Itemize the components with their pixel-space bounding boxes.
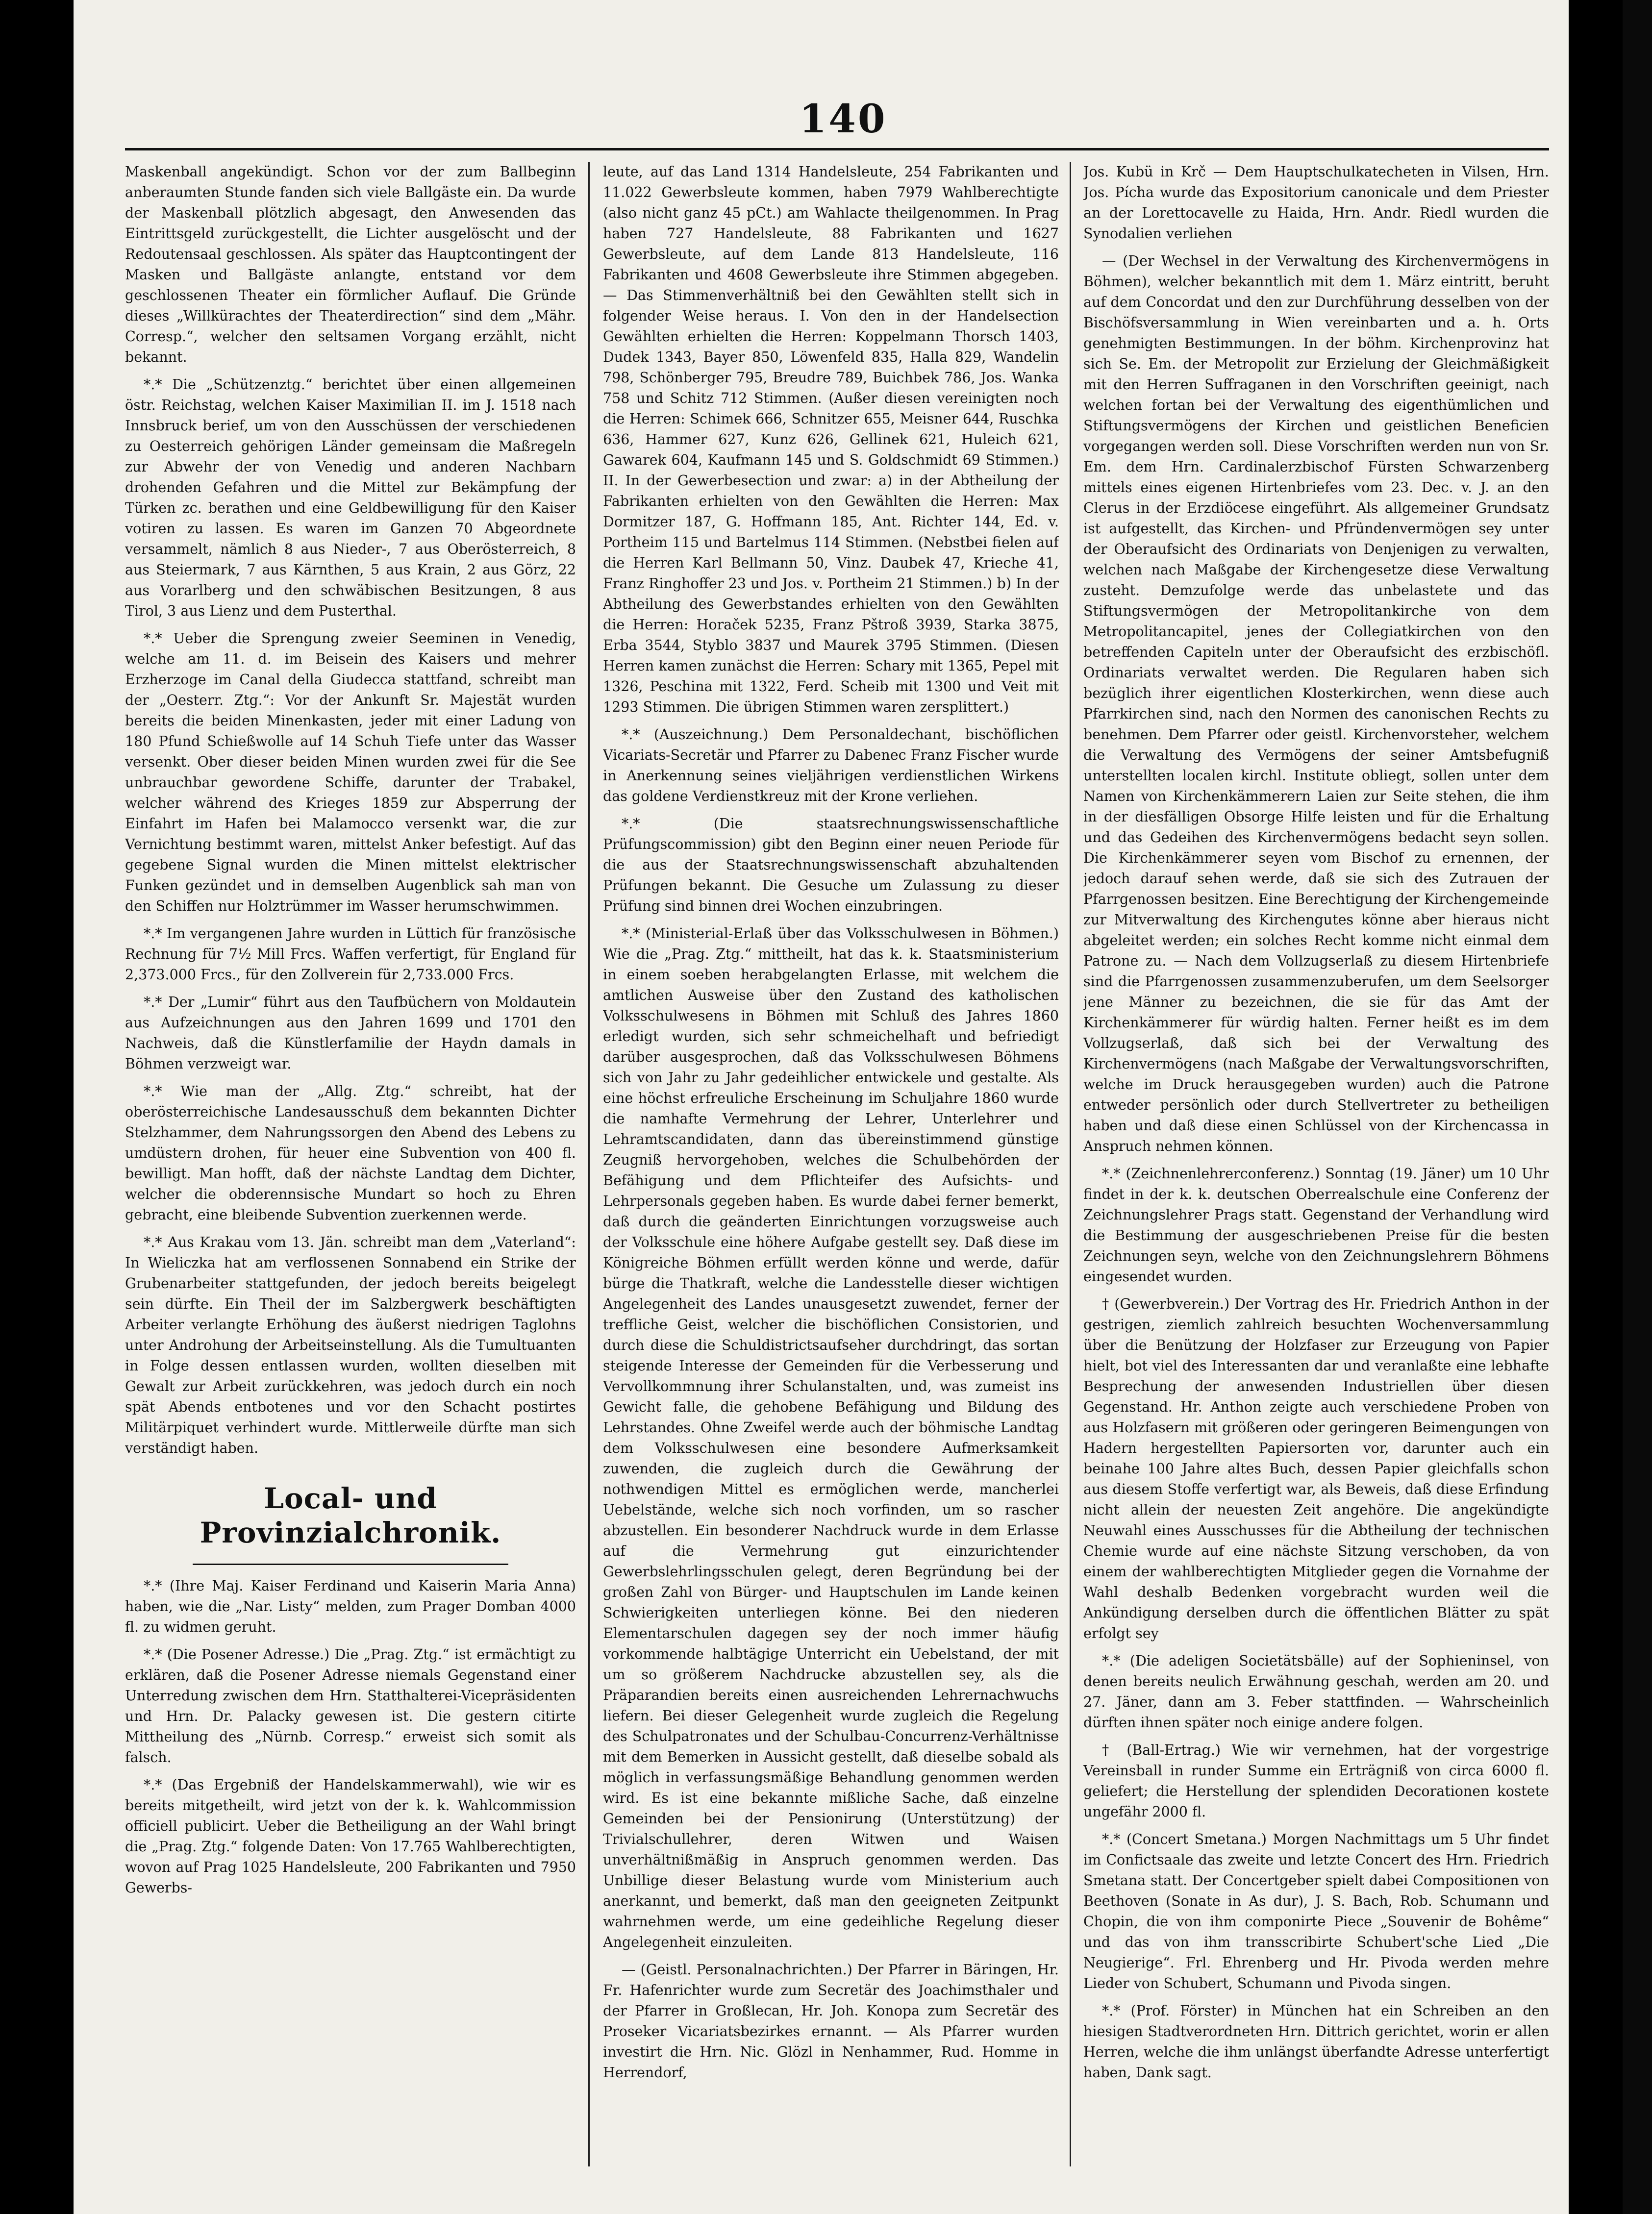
article: *.* (Ihre Maj. Kaiser Ferdinand und Kaiserin Maria Anna) haben, wie die „Nar. Listy“ melden, zum Prager Domban 4000 fl. zu widmen geruht. xyxy=(125,1578,576,1635)
page-number: 140 xyxy=(799,96,887,142)
article: *.* (Ministerial-Erlaß über das Volksschulwesen in Böhmen.) Wie die „Prag. Ztg.“ mittheilt, hat das k. k. Staatsministerium in einem soeben herabgelangten Erlasse, mit welchem die amtlichen Ausweise über den Zustand des katholischen Volksschulwesens in Böhmen mit Schluß des Jahres 1860 erledigt wurden, sich sehr schmeichelhaft und befriedigt darüber ausgesprochen, daß das Volksschulwesen Böhmens sich von Jahr zu Jahr gedeihlicher entwickele und gestalte. Als eine höchst erfreuliche Erscheinung im Schuljahre 1860 wurde die namhafte Vermehrung der Lehrer, Unterlehrer und Lehramtscandidaten, dann das übereinstimmend günstige Zeugniß hervorgehoben, welches die Schulbehörden der Befähigung und dem Pflichteifer des Aufsichts- und Lehrpersonals gegeben haben. Es wurde dabei ferner bemerkt, daß durch die geänderten Einrichtungen vorzugsweise auch der Volksschule eine höhere Aufgabe gestellt sey. Daß diese im Königreiche Böhmen erfüllt werden könne und werde, dafür bürge die Thatkraft, welche die Landesstelle dieser wichtigen Angelegenheit des Landes unausgesetzt zuwendet, ferner der treffliche Geist, welcher die bischöflichen Consistorien, und durch diese die Schuldistrictsaufseher durchdringt, das sortan steigende Interesse der Gemeinden für die Verbesserung und Vervollkommnung ihrer Schulanstalten, und, was zumeist ins Gewicht falle, die gehobene Befähigung und Bildung des Lehrstandes. Ohne Zweifel werde auch der böhmische Landtag dem Volksschulwesen eine besondere Aufmerksamkeit zuwenden, die zugleich durch die Gewährung der nothwendigen Mittel es ermöglichen werde, mancherlei Uebelstände, welche sich noch vorfinden, um so rascher abzustellen. Ein besonderer Nachdruck wurde in dem Erlasse auf die Vermehrung gut einzurichtender Gewerbslehrlingsschulen gelegt, deren Begründung bei der großen Zahl von Bürger- und Hauptschulen im Lande keinen Schwierigkeiten unterliegen könne. Bei den niederen Elementarschulen dagegen sey der noch immer häufig vorkommende halbtägige Unterricht ein Uebelstand, der mit um so größerem Nachdrucke abzustellen sey, als die Präparandien bereits einen ausreichenden Lehrernachwuchs liefern. Bei dieser Gelegenheit wurde zugleich die Regelung des Schulpatronates und der Schulbau-Concurrenz-Verhältnisse mit dem Bemerken in Aussicht gestellt, daß dieselbe sobald als möglich in verfassungsmäßige Behandlung genommen werden wird. Es ist eine bekannte mißliche Sache, daß einzelne Gemeinden bei der Pensionirung (Unterstützung) der Trivialschullehrer, deren Witwen und Waisen unverhältnißmäßig in Anspruch genommen werden. Das Unbillige dieser Belastung wurde vom Ministerium auch anerkannt, und bemerkt, daß man den geeigneten Zeitpunkt wahrnehmen werde, um eine gedeihliche Regelung dieser Angelegenheit einzuleiten. xyxy=(603,925,1059,1950)
article: *.* Im vergangenen Jahre wurden in Lüttich für französische Rechnung für 7½ Mill Frcs. Waffen verfertigt, für England für 2,373.000 Frcs., für den Zollverein für 2,733.000 Frcs. xyxy=(125,925,576,983)
article: *.* (Zeichnenlehrerconferenz.) Sonntag (19. Jäner) um 10 Uhr findet in der k. k. deutschen Oberrealschule eine Conferenz der Zeichnungslehrer Prags statt. Gegenstand der Verhandlung wird die Bestimmung der ausgeschriebenen Preise für die besten Zeichnungen seyn, welche von den Zeichnungslehrern Böhmens eingesendet wurden. xyxy=(1083,1166,1549,1285)
column-divider xyxy=(588,162,590,2166)
column-divider xyxy=(1070,162,1071,2166)
section-rule xyxy=(193,1564,508,1565)
column-1 xyxy=(125,162,576,2171)
article: *.* (Auszeichnung.) Dem Personaldechant, bischöflichen Vicariats-Secretär und Pfarrer zu Dabenec Franz Fischer wurde in Anerkennung seines vieljährigen verdienstlichen Wirkens das goldene Verdienstkreuz mit der Krone verliehen. xyxy=(603,726,1059,804)
article: Jos. Kubü in Krč — Dem Hauptschulkatecheten in Vilsen, Hrn. Jos. Pícha wurde das Expositorium canonicale und dem Priester an der Lorettocavelle zu Haida, Hrn. Andr. Riedl wurden die Synodalien verliehen xyxy=(1083,164,1549,242)
scan-edge xyxy=(1623,0,1652,2214)
article: *.* Der „Lumir“ führt aus den Taufbüchern von Moldautein aus Aufzeichnungen aus den Jahren 1699 und 1701 den Nachweis, daß die Künstlerfamilie der Haydn damals in Böhmen verzweigt war. xyxy=(125,994,576,1072)
header-rule xyxy=(125,148,1549,150)
article: *.* (Die Posener Adresse.) Die „Prag. Ztg.“ ist ermächtigt zu erklären, daß die Posener Adresse niemals Gegenstand einer Unterredung zwischen dem Hrn. Statthalterei-Vicepräsidenten und Hrn. Dr. Palacky gewesen ist. Die gestern citirte Mittheilung des „Nürnb. Corresp.“ erweist sich somit als falsch. xyxy=(125,1646,576,1766)
article: Maskenball angekündigt. Schon vor der zum Ballbeginn anberaumten Stunde fanden sich viele Ballgäste ein. Da wurde der Maskenball plötzlich abgesagt, den Anwesenden das Eintrittsgeld zurückgestellt, die Lichter ausgelöscht und der Redoutensaal geschlossen. Als später das Hauptcontingent der Masken und Ballgäste anlangte, entstand vor dem geschlossenen Theater ein förmlicher Auflauf. Die Gründe dieses „Willkürachtes der Theaterdirection“ sind dem „Mähr. Corresp.“, welcher den seltsamen Vorgang erzählt, nicht bekannt. xyxy=(125,164,576,365)
article: — (Geistl. Personalnachrichten.) Der Pfarrer in Bäringen, Hr. Fr. Hafenrichter wurde zum Secretär des Joachimsthaler und der Pfarrer in Großlecan, Hr. Joh. Konopa zum Secretär des Proseker Vicariatsbezirkes ernannt. — Als Pfarrer wurden investirt die Hrn. Nic. Glözl in Nenhammer, Rud. Homme in Herrendorf, xyxy=(603,1962,1059,2081)
article: *.* Die „Schützenztg.“ berichtet über einen allgemeinen östr. Reichstag, welchen Kaiser Maximilian II. im J. 1518 nach Innsbruck berief, um von den Ausschüssen der verschiedenen zu Oesterreich gehörigen Länder gemeinsam die Maßregeln zur Abwehr der von Venedig und anderen Nachbarn drohenden Gefahren und die Mittel zur Bekämpfung der Türken zc. berathen und eine Geldbewilligung für den Kaiser votiren zu lassen. Es waren im Ganzen 70 Abgeordnete versammelt, nämlich 8 aus Nieder-, 7 aus Oberösterreich, 8 aus Steiermark, 7 aus Kärnthen, 5 aus Krain, 2 aus Görz, 22 aus Vorarlberg und den schwäbischen Besitzungen, 8 aus Tirol, 3 aus Lienz und dem Pusterthal. xyxy=(125,376,576,619)
article: *.* (Die adeligen Societätsbälle) auf der Sophieninsel, von denen bereits neulich Erwähnung geschah, werden am 20. und 27. Jäner, dann am 3. Feber stattfinden. — Wahrscheinlich dürften ihnen später noch einige andere folgen. xyxy=(1083,1653,1549,1731)
article: *.* (Concert Smetana.) Morgen Nachmittags um 5 Uhr findet im Confictsaale das zweite und letzte Concert des Hrn. Friedrich Smetana statt. Der Concertgeber spielt dabei Compositionen von Beethoven (Sonate in As dur), J. S. Bach, Rob. Schumann und Chopin, die von ihm componirte Piece „Souvenir de Bohême“ und das von ihm transscribirte Schubert'sche Lied „Die Neugierige“. Frl. Ehrenberg und Hr. Pivoda werden mehre Lieder von Schubert, Schumann und Pivoda singen. xyxy=(1083,1831,1549,1991)
column-2 xyxy=(603,162,1059,2171)
article: *.* Wie man der „Allg. Ztg.“ schreibt, hat der oberösterreichische Landesausschuß dem bekannten Dichter Stelzhammer, dem Nahrungssorgen den Abend des Lebens zu umdüstern drohen, für heuer eine Subvention von 400 fl. bewilligt. Man hofft, daß der nächste Landtag dem Dichter, welcher die obderennsische Mundart so hoch zu Ehren gebracht, eine bleibende Subvention zuerkennen werde. xyxy=(125,1083,576,1223)
article: — (Der Wechsel in der Verwaltung des Kirchenvermögens in Böhmen), welcher bekanntlich mit dem 1. März eintritt, beruht auf dem Concordat und den zur Durchführung desselben von der Bischöfsversammlung in Wien vereinbarten und a. h. Orts genehmigten Bestimmungen. In der böhm. Kirchenprovinz hat sich Se. Em. der Metropolit zur Erzielung der Gleichmäßigkeit mit den Herren Suffraganen in den Vorschriften geeinigt, nach welchen fortan bei der Verwaltung des eigenthümlichen und Stiftungsvermögens der Kirchen und geistlichen Beneficien vorgegangen werden soll. Diese Vorschriften werden nun von Sr. Em. dem Hrn. Cardinalerzbischof Fürsten Schwarzenberg mittels eines eigenen Hirtenbriefes vom 23. Dec. v. J. an den Clerus in der Erzdiöcese eingeführt. Als allgemeiner Grundsatz ist aufgestellt, das Kirchen- und Pfründenvermögen sey unter der Oberaufsicht des Ordinariats von Denjenigen zu verwalten, welchen nach Maßgabe der Kirchengesetze diese Verwaltung zusteht. Demzufolge werde das unbelastete und das Stiftungsvermögen der Metropolitankirche von dem Metropolitancapitel, jenes der Collegiatkirchen von den betreffenden Capiteln unter der Oberaufsicht des erzbischöfl. Ordinariats verwaltet werden. Die Regularen haben sich bezüglich ihrer eigentlichen Klosterkirchen, wenn diese auch Pfarrkirchen sind, nach den Normen des canonischen Rechts zu benehmen. Dem Pfarrer oder geistl. Kirchenvorsteher, welchem die Verwaltung des Vermögens der seiner Amtsbefugniß unterstellten localen kirchl. Institute obliegt, sollen unter dem Namen von Kirchenkämmerern Laien zur Seite stehen, die ihm in der diesfälligen Obsorge Hilfe leisten und für die Erhaltung und das Gedeihen des Kirchenvermögens bedacht seyn sollen. Die Kirchenkämmerer seyen vom Bischof zu ernennen, der jedoch darauf sehen werde, daß sie sich des Zutrauen der Pfarrgenossen besitzen. Eine Berechtigung der Kirchengemeinde zur Mitverwaltung des Kirchengutes könne aber hieraus nicht abgeleitet werden; ein solches Recht komme nicht einmal dem Patrone zu. — Nach dem Vollzugserlaß zu diesem Hirtenbriefe sind die Pfarrgenossen zusammenzuberufen, um dem Seelsorger jene Männer zu bezeichnen, die sie für das Amt der Kirchenkämmerer für würdig halten. Ferner heißt es im dem Vollzugserlaß, daß sich bei der Verwaltung des Kirchenvermögens (nach Maßgabe der Verwaltungsvorschriften, welche im Druck herausgegeben wurden) auch die Patrone entweder persönlich oder durch Stellvertreter zu betheiligen haben und daß diese einen Schlüssel von der Kirchencassa in Anspruch nehmen können. xyxy=(1083,253,1549,1154)
article: *.* (Das Ergebniß der Handelskammerwahl), wie wir es bereits mitgetheilt, wird jetzt von der k. k. Wahlcommission officiell publicirt. Ueber die Betheiligung an der Wahl bringt die „Prag. Ztg.“ folgende Daten: Von 17.765 Wahlberechtigten, wovon auf Prag 1025 Handelsleute, 200 Fabrikanten und 7950 Gewerbs- xyxy=(125,1777,576,1896)
section-title: Local- und Provinzialchronik. xyxy=(200,1482,501,1549)
article: *.* Aus Krakau vom 13. Jän. schreibt man dem „Vaterland“: In Wieliczka hat am verflossenen Sonnabend ein Strike der Grubenarbeiter stattgefunden, der jedoch bereits beigelegt sein dürfte. Ein Theil der im Salzbergwerk beschäftigten Arbeiter verlangte Erhöhung des äußerst niedrigen Taglohns unter Androhung der Arbeitseinstellung. Als die Tumultuanten in Folge dessen entlassen wurden, wollten dieselben mit Gewalt zur Arbeit zurückkehren, was jedoch durch ein noch spät Abends entbotenes und vor den Schacht postirtes Militärpiquet verhindert wurde. Mittlerweile dürfte man sich verständigt haben. xyxy=(125,1234,576,1456)
article: *.* (Die staatsrechnungswissenschaftliche Prüfungscommission) gibt den Beginn einer neuen Periode für die aus der Staatsrechnungswissenschaft abzuhaltenden Prüfungen bekannt. Die Gesuche um Zulassung zu dieser Prüfung sind binnen drei Wochen einzubringen. xyxy=(603,816,1059,914)
article: † (Gewerbverein.) Der Vortrag des Hr. Friedrich Anthon in der gestrigen, ziemlich zahlreich besuchten Wochenversammlung über die Benützung der Holzfaser zur Erzeugung von Papier hielt, bot viel des Interessanten dar und veranlaßte eine lebhafte Besprechung der anwesenden Industriellen über diesen Gegenstand. Hr. Anthon zeigte auch verschiedene Proben von aus Holzfasern mit größeren oder geringeren Beimengungen von Hadern hergestellten Papiersorten vor, darunter auch ein beinahe 100 Jahre altes Buch, dessen Papier gleichfalls schon aus diesem Stoffe verfertigt war, als Beweis, daß diese Erfindung nicht allein der neuesten Zeit angehöre. Die angekündigte Neuwahl eines Ausschusses für die Abtheilung der technischen Chemie wurde auf eine nächste Sitzung verschoben, da von einem der wahlberechtigten Mitglieder gegen die Vornahme der Wahl deshalb Bedenken vorgebracht wurden weil die Ankündigung derselben durch die öffentlichen Blätter zu spät erfolgt sey xyxy=(1083,1296,1549,1642)
column-3 xyxy=(1083,162,1549,2171)
article: *.* (Prof. Förster) in München hat ein Schreiben an den hiesigen Stadtverordneten Hrn. Dittrich gerichtet, worin er allen Herren, welche die ihm unlängst überfandte Adresse unterfertigt haben, Dank sagt. xyxy=(1083,2003,1549,2081)
article: leute, auf das Land 1314 Handelsleute, 254 Fabrikanten und 11.022 Gewerbsleute kommen, haben 7979 Wahlberechtigte (also nicht ganz 45 pCt.) am Wahlacte theilgenommen. In Prag haben 727 Handelsleute, 88 Fabrikanten und 1627 Gewerbsleute, auf dem Lande 813 Handelsleute, 116 Fabrikanten und 4608 Gewerbsleute ihre Stimmen abgegeben. — Das Stimmenverhältniß bei den Gewählten stellt sich in folgender Weise heraus. I. Von den in der Handelsection Gewählten erhielten die Herren: Koppelmann Thorsch 1403, Dudek 1343, Bayer 850, Löwenfeld 835, Halla 829, Wandelin 798, Schönberger 795, Breudre 789, Buichbek 786, Jos. Wanka 758 und Schitz 712 Stimmen. (Außer diesen vereinigten noch die Herren: Schimek 666, Schnitzer 655, Meisner 644, Ruschka 636, Hammer 627, Kunz 626, Gellinek 621, Huleich 621, Gawarek 604, Kaufmann 145 und S. Goldschmidt 69 Stimmen.) II. In der Gewerbesection und zwar: a) in der Abtheilung der Fabrikanten erhielten von den Gewählten die Herren: Max Dormitzer 187, G. Hoffmann 185, Ant. Richter 144, Ed. v. Portheim 115 und Bartelmus 114 Stimmen. (Nebstbei fielen auf die Herren Karl Bellmann 50, Vinz. Daubek 47, Krieche 41, Franz Ringhoffer 23 und Jos. v. Portheim 21 Stimmen.) b) In der Abtheilung des Gewerbstandes erhielten von den Gewählten die Herren: Horaček 5235, Franz Pštroß 3939, Starka 3875, Erba 3544, Styblo 3837 und Maurek 3795 Stimmen. (Diesen Herren kamen zunächst die Herren: Schary mit 1365, Pepel mit 1326, Peschina mit 1322, Ferd. Scheib mit 1300 und Veit mit 1293 Stimmen. Die übrigen Stimmen waren zersplittert.) xyxy=(603,164,1059,715)
article: † (Ball-Ertrag.) Wie wir vernehmen, hat der vorgestrige Vereinsball in runder Summe ein Erträgniß von circa 6000 fl. geliefert; die Herstellung der splendiden Decorationen kostete ungefähr 2000 fl. xyxy=(1083,1742,1549,1820)
article: *.* Ueber die Sprengung zweier Seeminen in Venedig, welche am 11. d. im Beisein des Kaisers und mehrer Erzherzoge im Canal della Giudecca stattfand, schreibt man der „Oesterr. Ztg.“: Vor der Ankunft Sr. Majestät wurden bereits die beiden Minenkasten, jeder mit einer Ladung von 180 Pfund Schießwolle auf 14 Schuh Tiefe unter das Wasser versenkt. Ober dieser beiden Minen wurden zwei für die See unbrauchbar gewordene Schiffe, darunter der Trabakel, welcher während des Krieges 1859 zur Absperrung der Einfahrt im Hafen bei Malamocco versenkt war, die zur Vernichtung bestimmt waren, mittelst Anker befestigt. Auf das gegebene Signal wurden die Minen mittelst elektrischer Funken gezündet und in demselben Augenblick sah man von den Schiffen nur Holztrümmer im Wasser herumschwimmen. xyxy=(125,630,576,914)
